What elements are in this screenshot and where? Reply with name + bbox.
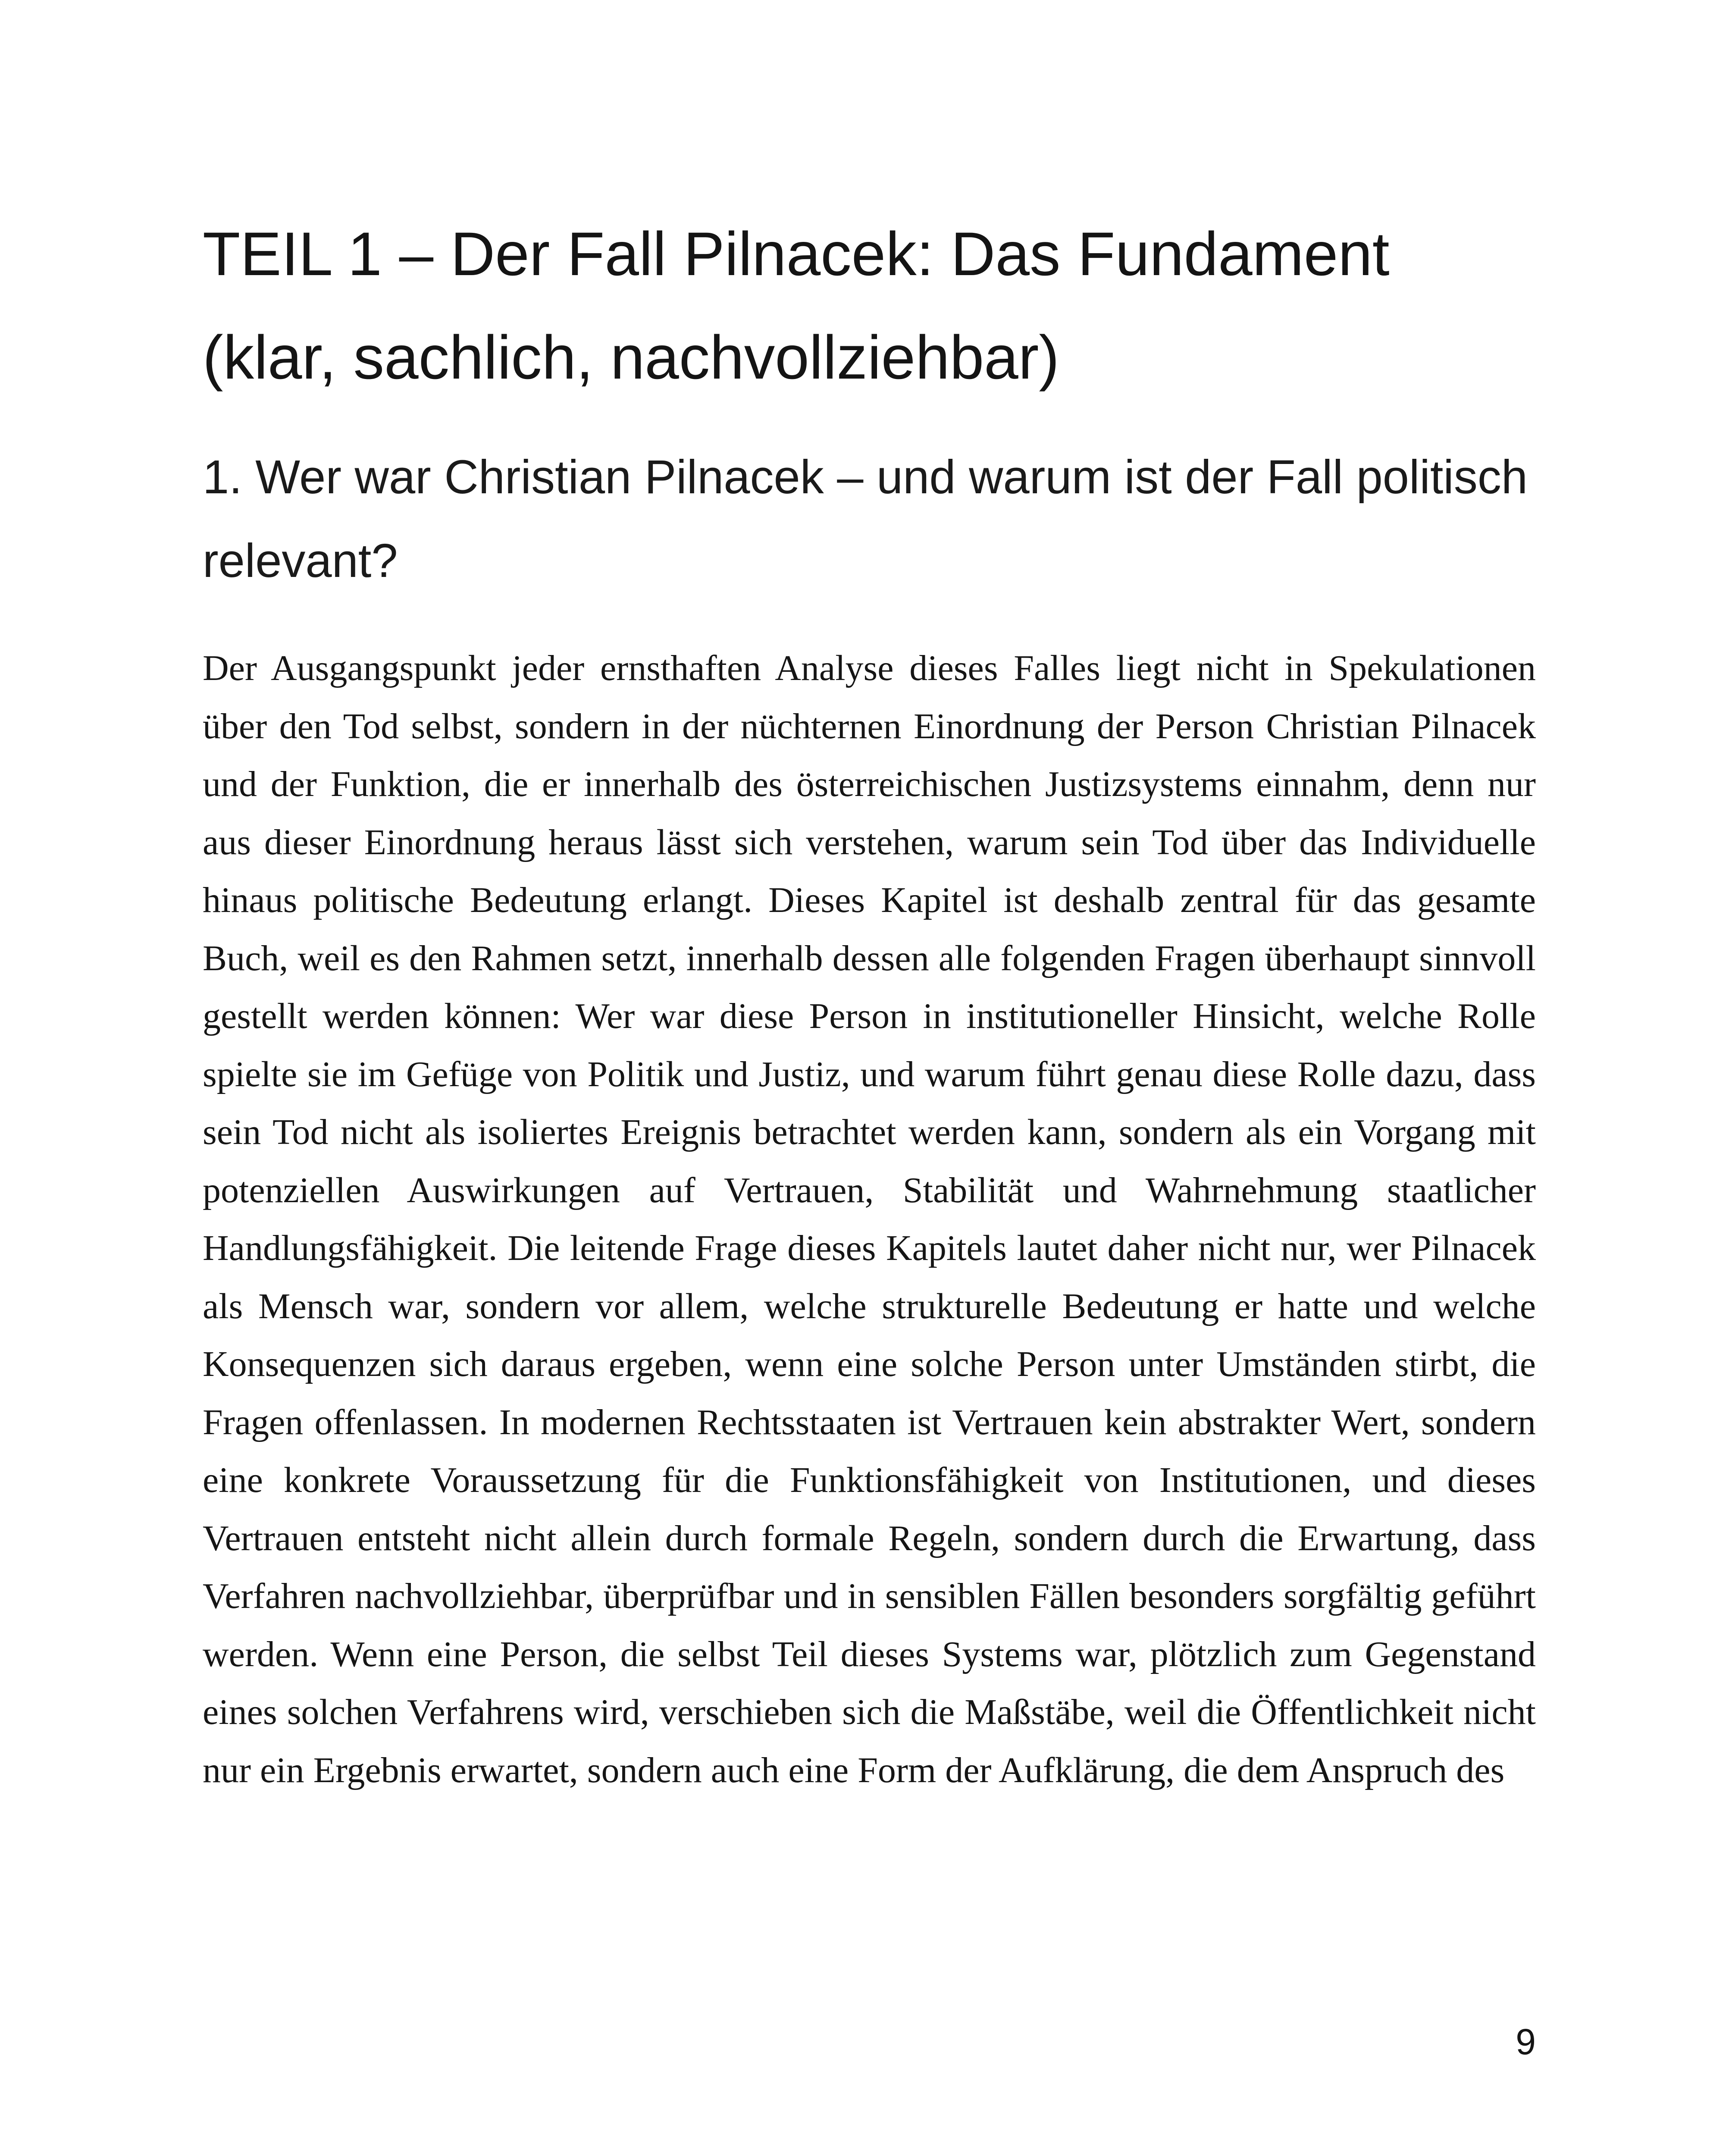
chapter-title: TEIL 1 – Der Fall Pilnacek: Das Fundament (klar, sachlich, nachvollziehbar) (203, 220, 1390, 392)
page-number: 9 (1516, 2021, 1536, 2062)
body-paragraph: Der Ausgangspunkt jeder ernsthaften Analyse dieses Falles liegt nicht in Spekulationen über den Tod selbst, sondern in der nüchternen Einordnung der Person Christian Pilnacek und der Funktion, die er innerhalb des österreichischen Justizsystems einnahm, denn nur aus dieser Einordnung heraus lässt sich verstehen, warum sein Tod über das Individuelle hinaus politische Bedeutung erlangt. Dieses Kapitel ist deshalb zentral für das gesamte Buch, weil es den Rahmen setzt, innerhalb dessen alle folgenden Fragen überhaupt sinnvoll gestellt werden können: Wer war diese Person in institutioneller Hinsicht, welche Rolle spielte sie im Gefüge von Politik und Justiz, und warum führt genau diese Rolle dazu, dass sein Tod nicht als isoliertes Ereignis betrachtet werden kann, sondern als ein Vorgang mit potenziellen Auswirkungen auf Vertrauen, Stabilität und Wahrnehmung staatlicher Handlungsfähigkeit. Die leitende Frage dieses Kapitels lautet daher nicht nur, wer Pilnacek als Mensch war, sondern vor allem, welche strukturelle Bedeutung er hatte und welche Konsequenzen sich daraus ergeben, wenn eine solche Person unter Umständen stirbt, die Fragen offenlassen. In modernen Rechtsstaaten ist Vertrauen kein abstrakter Wert, sondern eine konkrete Voraussetzung für die Funktionsfähigkeit von Institutionen, und dieses Vertrauen entsteht nicht allein durch formale Regeln, sondern durch die Erwartung, dass Verfahren nachvollziehbar, überprüfbar und in sensiblen Fällen besonders sorgfältig geführt werden. Wenn eine Person, die selbst Teil dieses Systems war, plötzlich zum Gegenstand eines solchen Verfahrens wird, verschieben sich die Maßstäbe, weil die Öffentlichkeit nicht nur ein Ergebnis erwartet, sondern auch eine Form der Aufklärung, die dem Anspruch des (203, 648, 1536, 1790)
section-title: 1. Wer war Christian Pilnacek – und warum ist der Fall politisch relevant? (203, 451, 1528, 587)
